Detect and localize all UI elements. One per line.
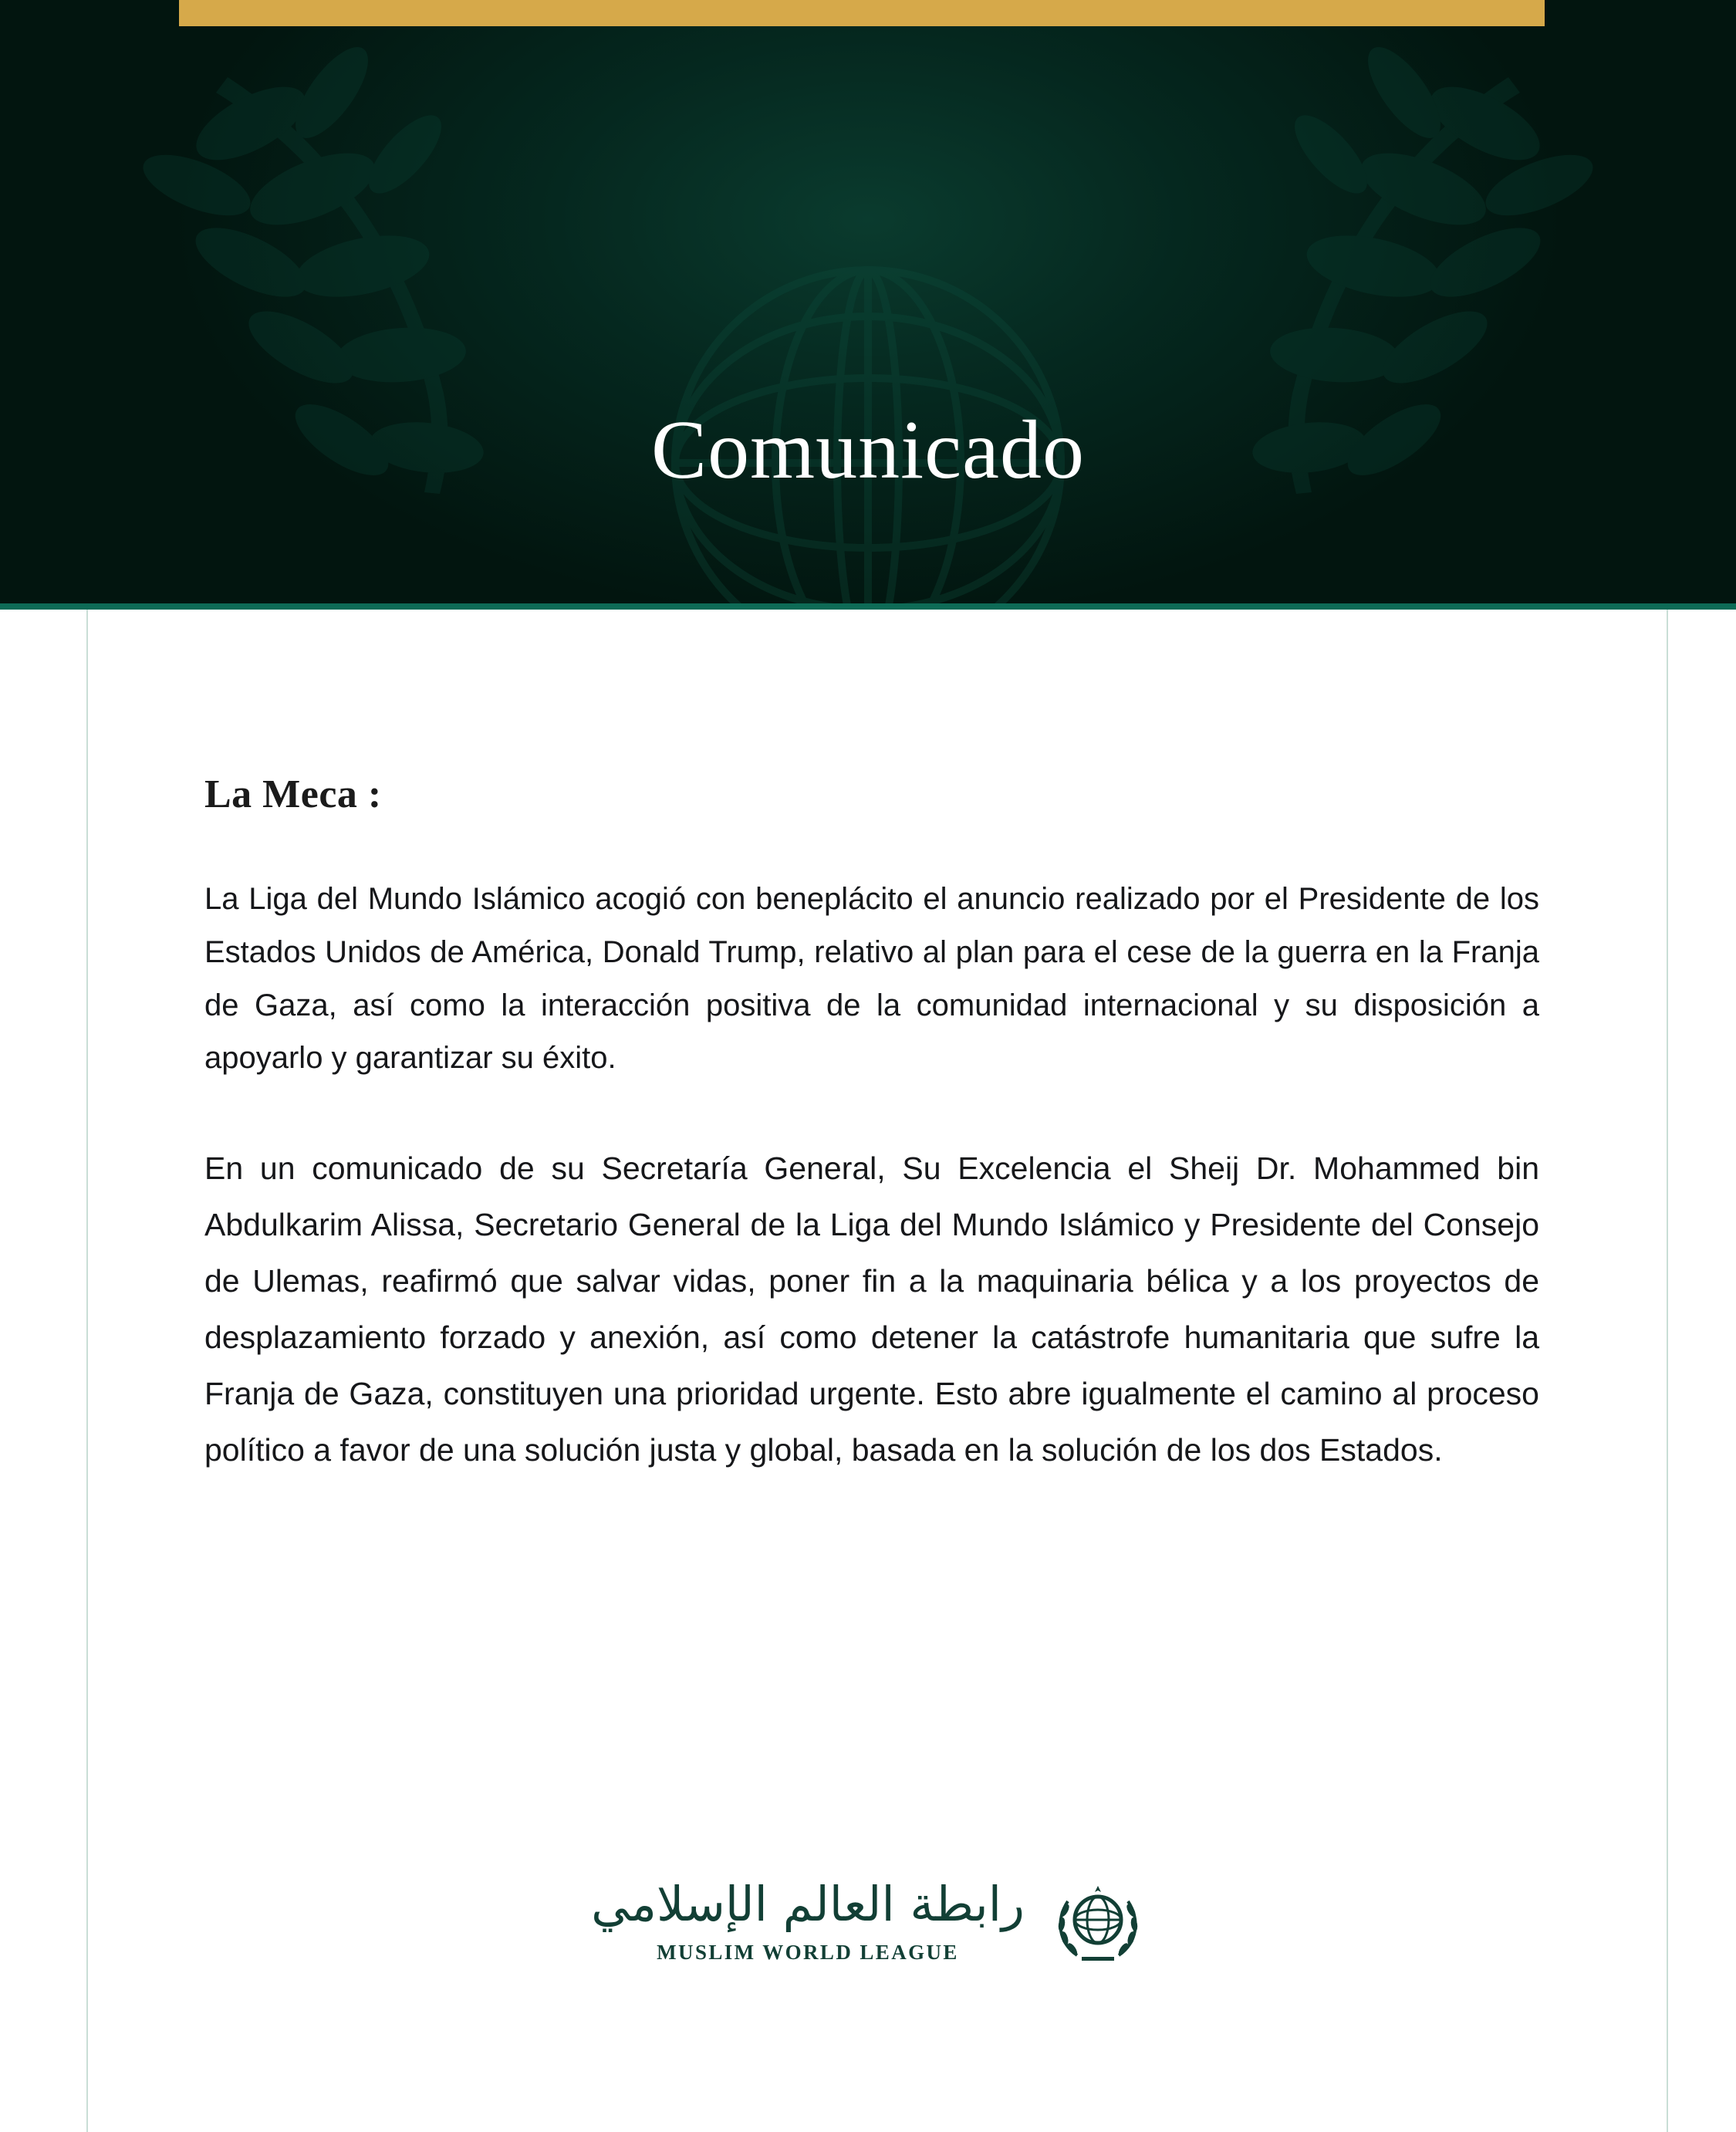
logo-english-text: MUSLIM WORLD LEAGUE	[657, 1940, 959, 1964]
banner-bottom-rule	[0, 603, 1736, 610]
dateline-city: La Meca :	[204, 772, 382, 816]
statement-body	[204, 772, 1539, 1478]
organization-logo	[0, 1875, 1736, 1969]
muslim-world-league-emblem-icon	[1051, 1875, 1145, 1969]
paragraph-2: En un comunicado de su Secretaría General, Su Excelencia el Sheij Dr. Mohammed bin Abdulkarim Alissa, Secretario General de la Liga del Mundo Islámico y Presidente del Consejo de Ulemas, reafirmó que salvar vidas, poner fin a la maquinaria bélica y a los proyectos de desplazamiento forzado y anexión, así como detener la catástrofe humanitaria que sufre la Franja de Gaza, constituyen una prioridad urgente. Esto abre igualmente el camino al proceso político a favor de una solución justa y global, basada en la solución de los dos Estados.	[204, 1150, 1539, 1468]
gold-accent-bar	[179, 0, 1545, 26]
logo-wordmark	[591, 1875, 1025, 1965]
document-sheet	[0, 610, 1736, 2132]
paragraph-1: La Liga del Mundo Islámico acogió con beneplácito el anuncio realizado por el Presidente de los Estados Unidos de América, Donald Trump, relativo al plan para el cese de la guerra en la Franja de Gaza, así como la interacción positiva de la comunidad internacional y su disposición a apoyarlo y garantizar su éxito.	[204, 882, 1539, 1076]
page-title: Comunicado	[651, 404, 1085, 496]
banner-top-right-block	[1545, 0, 1736, 26]
logo-arabic-text: رابطة العالم الإسلامي	[591, 1875, 1025, 1932]
header-banner	[0, 0, 1736, 610]
banner-top-left-block	[0, 0, 179, 26]
